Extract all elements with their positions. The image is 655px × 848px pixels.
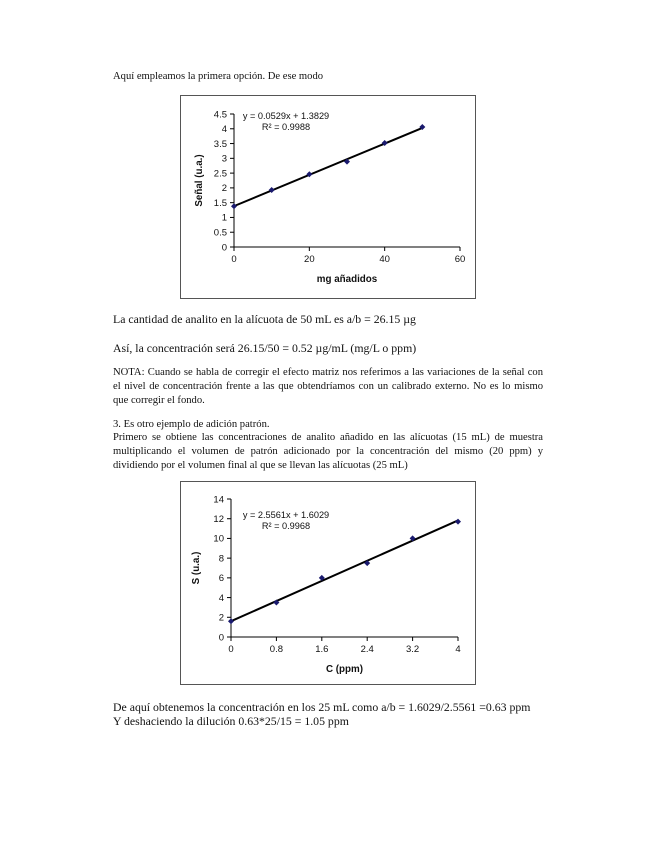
trendline: [234, 128, 422, 206]
y-tick-label: 3: [221, 153, 227, 165]
x-tick-label: 0.8: [269, 644, 284, 655]
x-axis-label: mg añadidos: [316, 274, 378, 285]
y-axis-label: Señal (u.a.): [194, 154, 205, 207]
chart-2-plot: [181, 482, 475, 684]
x-tick-label: 60: [454, 254, 466, 265]
y-tick-label: 1.5: [213, 197, 227, 209]
intro-text: Aquí empleamos la primera opción. De ese modo: [113, 71, 324, 82]
y-tick-label: 0.5: [213, 227, 227, 239]
trendline-equation: y = 2.5561x + 1.6029: [242, 510, 330, 520]
paragraph-concentracion: Así, la concentración será 26.15/50 = 0.52 µg/mL (mg/L o ppm): [113, 341, 417, 355]
chart-1: [180, 95, 476, 299]
data-point: [455, 519, 461, 525]
y-tick-label: 14: [213, 494, 224, 506]
chart-2: [180, 481, 476, 685]
r-squared-label: R² = 0.9988: [261, 122, 311, 132]
y-tick-label: 1: [221, 212, 227, 224]
nota-paragraph: NOTA: Cuando se habla de corregir el efecto matriz nos referimos a las variaciones de la señal con el nivel de concentración frente a las que obtendríamos con un calibrado externo. No es lo mismo que corregir el fondo.: [113, 367, 543, 406]
y-tick-label: 6: [218, 573, 224, 585]
y-tick-label: 2: [218, 612, 224, 624]
data-point: [228, 618, 234, 624]
y-tick-label: 4: [218, 592, 224, 604]
x-tick-label: 4: [455, 644, 461, 655]
data-point: [231, 203, 237, 209]
x-tick-label: 0: [231, 254, 237, 265]
y-tick-label: 4.5: [213, 109, 227, 121]
y-tick-label: 2: [221, 183, 227, 195]
y-tick-label: 0: [218, 632, 224, 644]
y-tick-label: 12: [213, 514, 224, 526]
y-tick-label: 2.5: [213, 168, 227, 180]
y-tick-label: 8: [218, 553, 224, 565]
x-tick-label: 2.4: [360, 644, 374, 655]
y-tick-label: 10: [213, 533, 224, 545]
y-tick-label: 0: [221, 242, 227, 254]
trendline-equation: y = 0.0529x + 1.3829: [242, 111, 330, 121]
x-tick-label: 40: [379, 254, 390, 265]
r-squared-label: R² = 0.9968: [261, 521, 311, 531]
x-tick-label: 1.6: [315, 644, 329, 655]
x-tick-label: 3.2: [405, 644, 420, 655]
conclusion-line-2: Y deshaciendo la dilución 0.63*25/15 = 1.05 ppm: [113, 714, 349, 728]
x-tick-label: 20: [304, 254, 315, 265]
trendline: [231, 520, 458, 621]
ejemplo-title: 3. Es otro ejemplo de adición patrón.: [113, 419, 270, 430]
x-axis-label: C (ppm): [325, 664, 364, 675]
ejemplo-body: Primero se obtiene las concentraciones de analito añadido en las alícuotas (15 mL) de muestra multiplicando el volumen de patrón adicionado por la concentración del mismo (20 ppm) y dividiendo por el volumen final al que se llevan las alícuotas (25 mL): [113, 432, 543, 471]
x-tick-label: 0: [228, 644, 234, 655]
chart-1-plot: [181, 96, 475, 298]
y-tick-label: 3.5: [213, 138, 227, 150]
y-tick-label: 4: [221, 124, 227, 136]
conclusion-line-1: De aquí obtenemos la concentración en los 25 mL como a/b = 1.6029/2.5561 =0.63 ppm: [113, 700, 531, 714]
y-axis-label: S (u.a.): [191, 551, 202, 585]
paragraph-cantidad: La cantidad de analito en la alícuota de 50 mL es a/b = 26.15 µg: [113, 312, 416, 326]
